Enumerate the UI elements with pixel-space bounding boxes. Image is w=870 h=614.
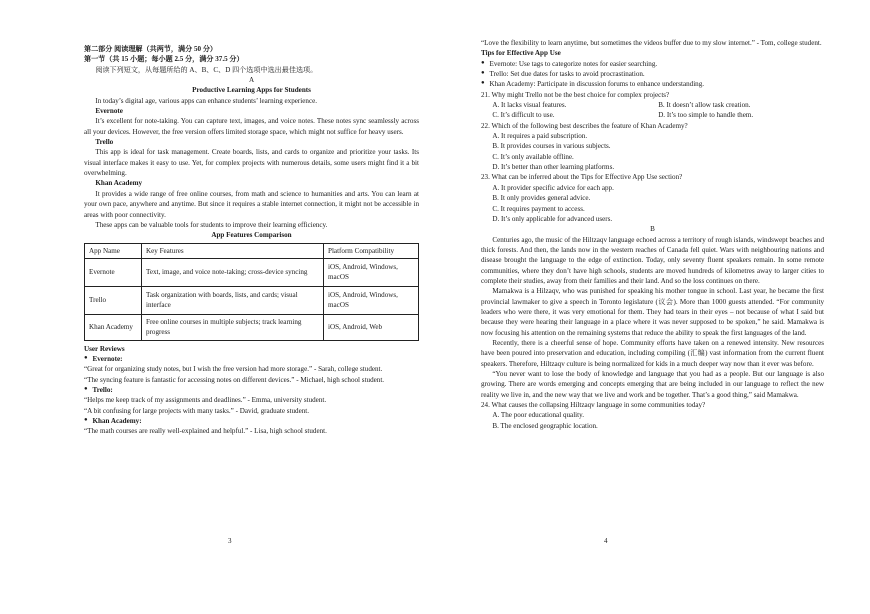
- comparison-table: [84, 243, 419, 341]
- instruction: 阅读下列短文，从每题所给的 A、B、C、D 四个选项中选出最佳选项。: [95, 65, 318, 74]
- passage-title: Productive Learning Apps for Students: [192, 86, 311, 95]
- passage-paragraph: Mamakwa is a Hilzaqv, who was punished for speaking his mother tongue in school. Last year, he became the first provincial lawmaker to give a speech in Toronto legislature (议会). More than 1000 guests attended. “For community leaders who were there, it was very emotional for them. They had tears in their eyes – not because of what I said but because they were hearing their language in a place where it was never supposed to be spoken,” he said. Mamakwa is now focusing his attention on the remaining systems that reduce the ability to speak the first languages of the land.: [481, 287, 824, 337]
- option: C. It’s only available offline.: [492, 152, 574, 161]
- option: A. The poor educational quality.: [492, 411, 584, 420]
- passage-letter-a: A: [248, 76, 255, 85]
- review-item: “A bit confusing for large projects with many tasks.” - David, graduate student.: [84, 406, 310, 415]
- option: A. It requires a paid subscription.: [492, 132, 588, 141]
- option: B. It only provides general advice.: [492, 194, 591, 203]
- reviews-title: User Reviews: [84, 344, 125, 353]
- review-item: “Great for organizing study notes, but I wish the free version had more storage.” - Sarah, college student.: [84, 365, 383, 374]
- tip-item: ● Evernote: Use tags to categorize notes for easier searching.: [481, 59, 824, 69]
- option: C. It’s difficult to use.: [492, 111, 555, 120]
- right-page: [435, 0, 870, 614]
- options-row: [481, 100, 824, 110]
- passage-paragraph: Recently, there is a cheerful sense of hope. Community efforts have taken on a renewed intensity. New resources have been poured into preservation and education, including compiling (汇编) vast information from the current fluent speakers. Therefore, Hiltzaqv culture is being normalized for kids in a much deeper way now than it ever was before.: [481, 338, 824, 368]
- table-cell: Text, image, and voice note-taking; cross-device syncing: [142, 258, 324, 286]
- tip-item: ● Khan Academy: Participate in discussion forums to enhance understanding.: [481, 79, 824, 89]
- table-row: [85, 314, 419, 340]
- question-22: 22. Which of the following best describes the feature of Khan Academy?: [481, 121, 688, 130]
- question-23: 23. What can be inferred about the Tips for Effective App Use section?: [481, 173, 683, 182]
- question-21: 21. Why might Trello not be the best choice for complex projects?: [481, 90, 670, 99]
- passage-letter-b: B: [650, 225, 655, 234]
- review-heading-evernote: ● Evernote:: [84, 354, 419, 364]
- table-cell: Khan Academy: [85, 314, 142, 340]
- review-heading-trello: ● Trello:: [84, 385, 419, 395]
- closing-paragraph: These apps can be valuable tools for students to improve their learning efficiency.: [95, 220, 328, 229]
- tip-item: ● Trello: Set due dates for tasks to avoid procrastination.: [481, 69, 824, 79]
- app-name-trello: Trello: [95, 138, 114, 147]
- table-header-cell: App Name: [85, 243, 142, 258]
- app-desc-evernote: It’s excellent for note-taking. You can capture text, images, and voice notes. These notes sync seamlessly across all your devices. However, the free version offers limited storage space, which might not suffice for heavy users.: [84, 117, 419, 136]
- options-row: [481, 110, 824, 120]
- table-header-cell: Key Features: [142, 243, 324, 258]
- app-desc-khan: It provides a wide range of free online courses, from math and science to humanities and arts. You can learn at your own pace, anywhere and anytime. But since it requires a stable internet connection, it might not be accessible in areas with poor connectivity.: [84, 189, 419, 219]
- tips-title: Tips for Effective App Use: [481, 49, 561, 58]
- option: D. It’s only applicable for advanced users.: [492, 214, 613, 223]
- question-24: 24. What causes the collapsing Hiltzaqv language in some communities today?: [481, 401, 706, 410]
- review-item: “The math courses are really well-explained and helpful.” - Lisa, high school student.: [84, 427, 327, 436]
- option: B. It provides courses in various subjects.: [492, 142, 611, 151]
- table-cell: Task organization with boards, lists, and cards; visual interface: [142, 286, 324, 314]
- table-cell: Trello: [85, 286, 142, 314]
- page-number: 4: [604, 537, 608, 545]
- table-cell: iOS, Android, Windows, macOS: [324, 286, 419, 314]
- page-number: 3: [228, 537, 232, 545]
- table-row: [85, 286, 419, 314]
- intro-paragraph: In today’s digital age, various apps can enhance students’ learning experience.: [95, 96, 318, 105]
- table-cell: Evernote: [85, 258, 142, 286]
- review-item: “Helps me keep track of my assignments and deadlines.” - Emma, university student.: [84, 396, 327, 405]
- table-header-cell: Platform Compatibility: [324, 243, 419, 258]
- option: B. It doesn’t allow task creation.: [658, 101, 751, 110]
- option: A. It provider specific advice for each app.: [492, 183, 614, 192]
- app-name-evernote: Evernote: [95, 107, 123, 116]
- review-item: “The syncing feature is fantastic for accessing notes on different devices.” - Michael, high school student.: [84, 375, 385, 384]
- review-item: “Love the flexibility to learn anytime, but sometimes the videos buffer due to my slow internet.” - Tom, college student.: [481, 39, 822, 47]
- app-name-khan: Khan Academy: [95, 179, 143, 188]
- table-cell: iOS, Android, Web: [324, 314, 419, 340]
- option: B. The enclosed geographic location.: [492, 421, 598, 430]
- section-title: 第二部分 阅读理解（共两节，满分 50 分）: [84, 45, 218, 53]
- table-title: App Features Comparison: [211, 231, 292, 240]
- table-cell: iOS, Android, Windows, macOS: [324, 258, 419, 286]
- table-row: [85, 258, 419, 286]
- table-cell: Free online courses in multiple subjects; track learning progress: [142, 314, 324, 340]
- option: C. It requires payment to access.: [492, 204, 585, 213]
- passage-paragraph: Centuries ago, the music of the Hiltzaqv language echoed across a territory of rough islands, windswept beaches and thick forests. And then, the lands now in the western reaches of Canada fell quiet. Wars with neighbouring nations and disease brought the language to the edge of extinction. Today, only seventy fluent speakers remain. In some remote communities, where they don’t have high schools, students are moved hundreds of kilometres away to larger cities to complete their studies, away from their families and their land. And so the loss continues on there.: [481, 235, 824, 285]
- subsection-title: 第一节（共 15 小题；每小题 2.5 分，满分 37.5 分）: [84, 55, 244, 64]
- passage-paragraph: “You never want to lose the body of knowledge and language that you had as a people. But our language is also growing. There are words emerging and concepts emerging that are being included in our language to reflect the new reality we live in, and the new way that we live and work and be together. That’s a good thing,” said Mamakwa.: [481, 370, 824, 399]
- option: D. It’s too simple to handle them.: [658, 111, 754, 120]
- review-heading-khan: ● Khan Academy:: [84, 416, 419, 426]
- option: A. It lacks visual features.: [492, 101, 567, 110]
- option: D. It’s better than other learning platforms.: [492, 163, 615, 172]
- app-desc-trello: This app is ideal for task management. Create boards, lists, and cards to organize and prioritize your tasks. Its visual interface makes it easy to use. Yet, for complex projects with numerous details, some users might find it a bit overwhelming.: [84, 148, 419, 178]
- table-header-row: [85, 243, 419, 258]
